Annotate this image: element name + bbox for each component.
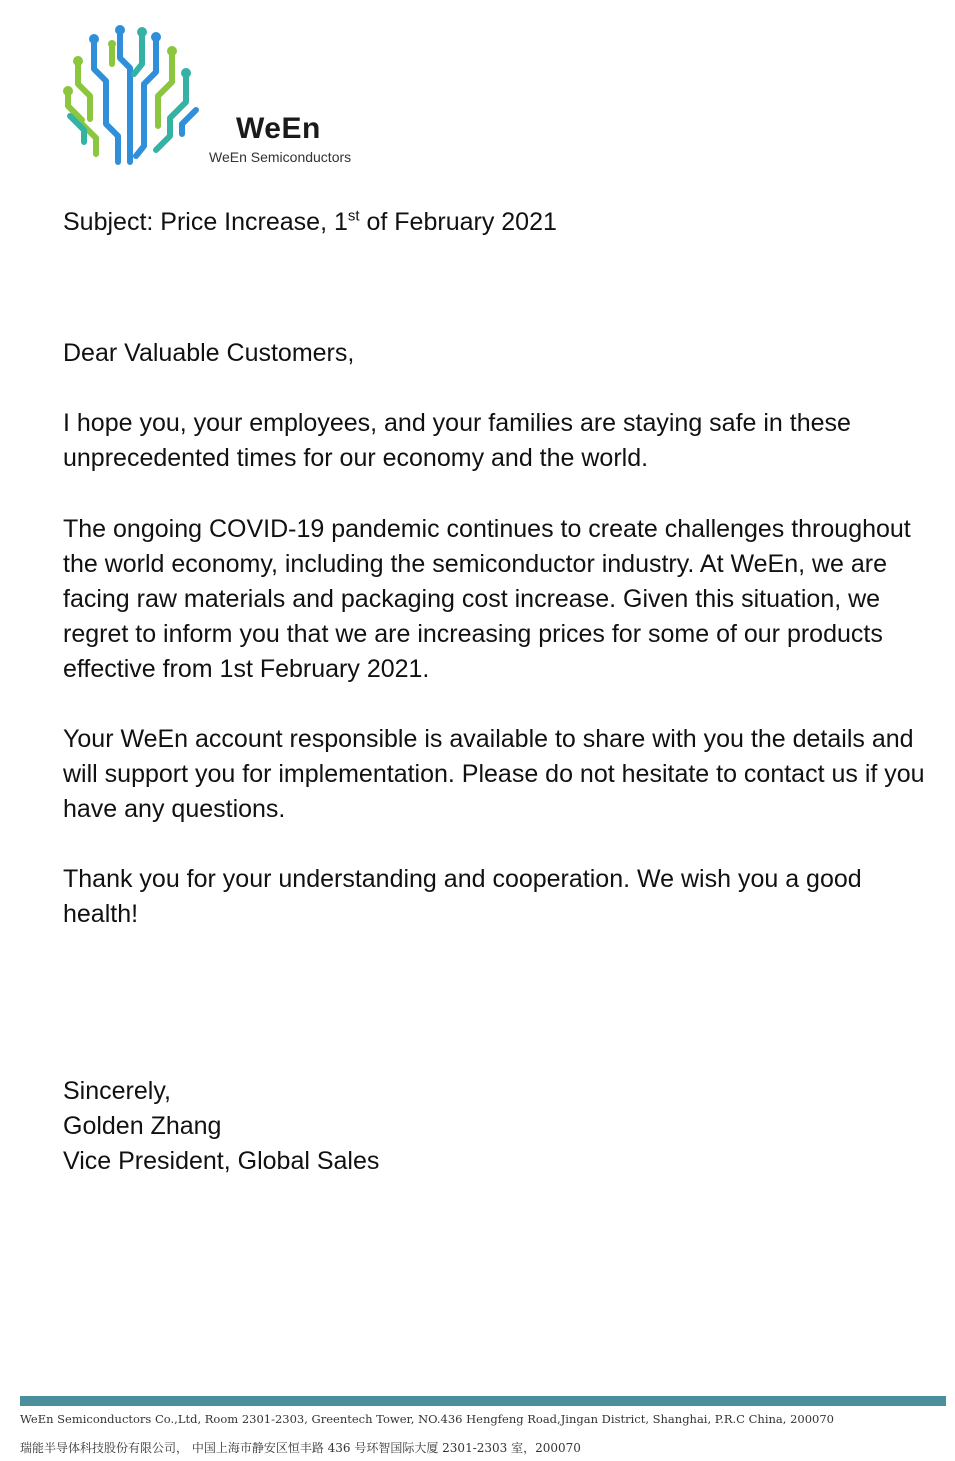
subject-suffix: of February 2021 [359,208,557,236]
footer-divider [20,1396,946,1406]
salutation-text: Dear Valuable Customers, [63,339,355,367]
signer-title: Vice President, Global Sales [63,1147,380,1175]
signer-name: Golden Zhang [63,1112,222,1140]
paragraph-text: I hope you, your employees, and your families are staying safe in these unprecedented times for our economy and the world. [63,409,851,472]
paragraph-1 [63,406,933,476]
subject-superscript: st [347,207,360,225]
paragraph-2 [63,512,933,687]
brand-subtitle: WeEn Semiconductors [209,149,352,165]
ween-logo-icon [60,24,202,166]
footer-address-en: WeEn Semiconductors Co.,Ltd, Room 2301-2303, Greentech Tower, NO.436 Hengfeng Road,Jingan District, Shanghai, P.R.C China, 200070 [20,1412,834,1426]
closing-text: Sincerely, [63,1077,171,1105]
paragraph-text: Thank you for your understanding and cooperation. We wish you a good health! [63,865,862,928]
paragraph-text: The ongoing COVID-19 pandemic continues to create challenges throughout the world economy, including the semiconductor industry. At WeEn, we are facing raw materials and packaging cost increase. Given this situation, we regret to inform you that we are increasing prices for some of our products effective from 1st February 2021. [63,515,911,683]
paragraph-text: Your WeEn account responsible is available to share with you the details and will support you for implementation. Please do not hesitate to contact us if you have any questions. [63,725,925,823]
subject-line [63,208,557,237]
brand-name: WeEn [236,112,321,145]
signature-block [63,1074,379,1179]
footer-address-cn: 瑞能半导体科技股份有限公司， 中国上海市静安区恒丰路 436 号环智国际大厦 2301-2303 室，200070 [20,1441,581,1455]
salutation [63,336,933,371]
paragraph-4 [63,862,933,932]
paragraph-3 [63,722,933,827]
subject-prefix: Subject: Price Increase, 1 [63,208,348,236]
